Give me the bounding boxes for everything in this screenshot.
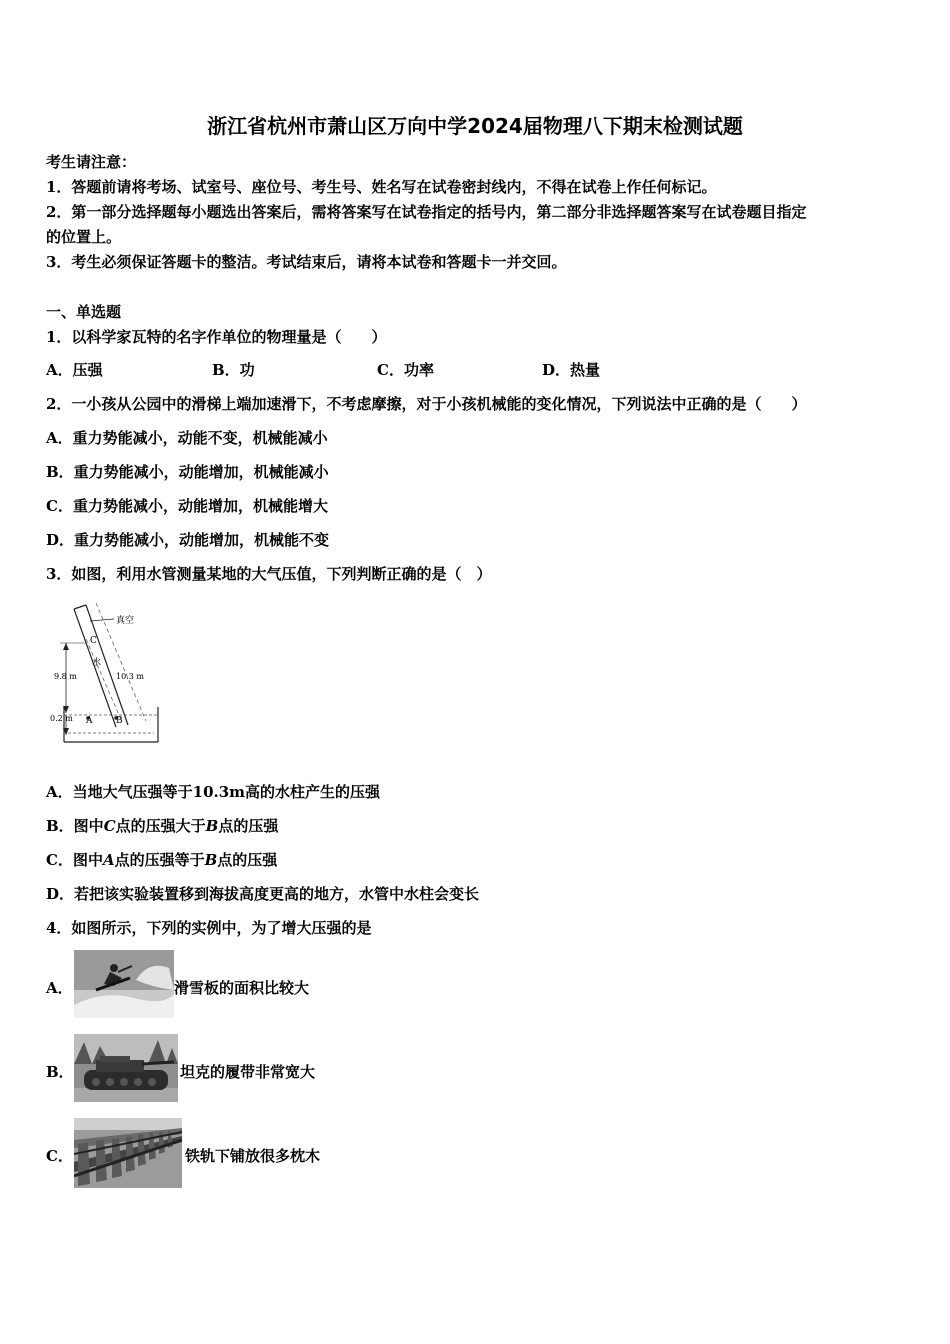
notice-item-2-cont: 的位置上。 <box>46 228 122 246</box>
label-10-3m: 10.3 m <box>116 672 144 681</box>
q1-stem: 1．以科学家瓦特的名字作单位的物理量是（ ） <box>46 328 387 346</box>
q4-stem: 4．如图所示，下列的实例中，为了增大压强的是 <box>46 919 372 937</box>
q4-option-b-text: 坦克的履带非常宽大 <box>180 1063 316 1081</box>
q1-option-d: D．热量 <box>542 361 601 379</box>
q2-option-c: C．重力势能减小，动能增加，机械能增大 <box>46 497 328 515</box>
tank-photo-icon <box>74 1034 178 1102</box>
q3-option-b: B．图中C点的压强大于B点的压强 <box>46 817 279 835</box>
label-water: 水 <box>92 658 102 668</box>
q3-option-d: D．若把该实验装置移到海拔高度更高的地方，水管中水柱会变长 <box>46 885 480 903</box>
label-point-a: A <box>86 716 93 726</box>
q2-option-d: D．重力势能减小，动能增加，机械能不变 <box>46 531 330 549</box>
q3-stem: 3．如图，利用水管测量某地的大气压值，下列判断正确的是（ ） <box>46 565 492 583</box>
snowboarder-photo-icon <box>74 950 174 1018</box>
q2-stem: 2．一小孩从公园中的滑梯上端加速滑下，不考虑摩擦，对于小孩机械能的变化情况，下列说法中正确的是（ ） <box>46 395 807 413</box>
notice-heading: 考生请注意： <box>46 153 137 171</box>
q1-option-a: A．压强 <box>46 361 103 379</box>
q2-option-a: A．重力势能减小，动能不变，机械能减小 <box>46 429 328 447</box>
q2-option-b: B．重力势能减小，动能增加，机械能减小 <box>46 463 329 481</box>
q1-option-b: B．功 <box>212 361 255 379</box>
notice-item-2: 2．第一部分选择题每小题选出答案后，需将答案写在试卷指定的括号内，第二部分非选择题答案写在试卷题目指定 <box>46 203 807 221</box>
q3-option-a: A．当地大气压强等于10.3m高的水柱产生的压强 <box>46 783 381 801</box>
q4-option-c-label: C． <box>46 1147 73 1165</box>
label-vacuum: 真空 <box>116 616 135 626</box>
q4-option-b <box>46 1034 446 1104</box>
label-0-2m: 0.2 m <box>50 714 73 723</box>
railway-photo-icon <box>74 1118 182 1188</box>
q3-option-c: C．图中A点的压强等于B点的压强 <box>46 851 278 869</box>
q4-option-c <box>46 1118 446 1188</box>
q1-option-c: C．功率 <box>377 361 434 379</box>
q4-option-a-label: A． <box>46 979 73 997</box>
notice-item-1: 1．答题前请将考场、试室号、座位号、考生号、姓名写在试卷密封线内，不得在试卷上作任何标记。 <box>46 178 717 196</box>
q4-option-b-label: B． <box>46 1063 74 1081</box>
q4-option-c-text: 铁轨下铺放很多枕木 <box>185 1147 321 1165</box>
q4-option-a <box>46 950 446 1020</box>
label-point-b: B <box>116 716 123 726</box>
notice-item-3: 3．考生必须保证答题卡的整洁。考试结束后，请将本试卷和答题卡一并交回。 <box>46 253 567 271</box>
q4-option-a-text: 滑雪板的面积比较大 <box>174 979 310 997</box>
label-9-8m: 9.8 m <box>54 672 77 681</box>
water-barometer-figure <box>46 597 166 759</box>
label-point-c: C <box>90 636 97 646</box>
section-heading: 一、单选题 <box>46 303 122 321</box>
page-title: 浙江省杭州市萧山区万向中学2024届物理八下期末检测试题 <box>207 114 743 138</box>
